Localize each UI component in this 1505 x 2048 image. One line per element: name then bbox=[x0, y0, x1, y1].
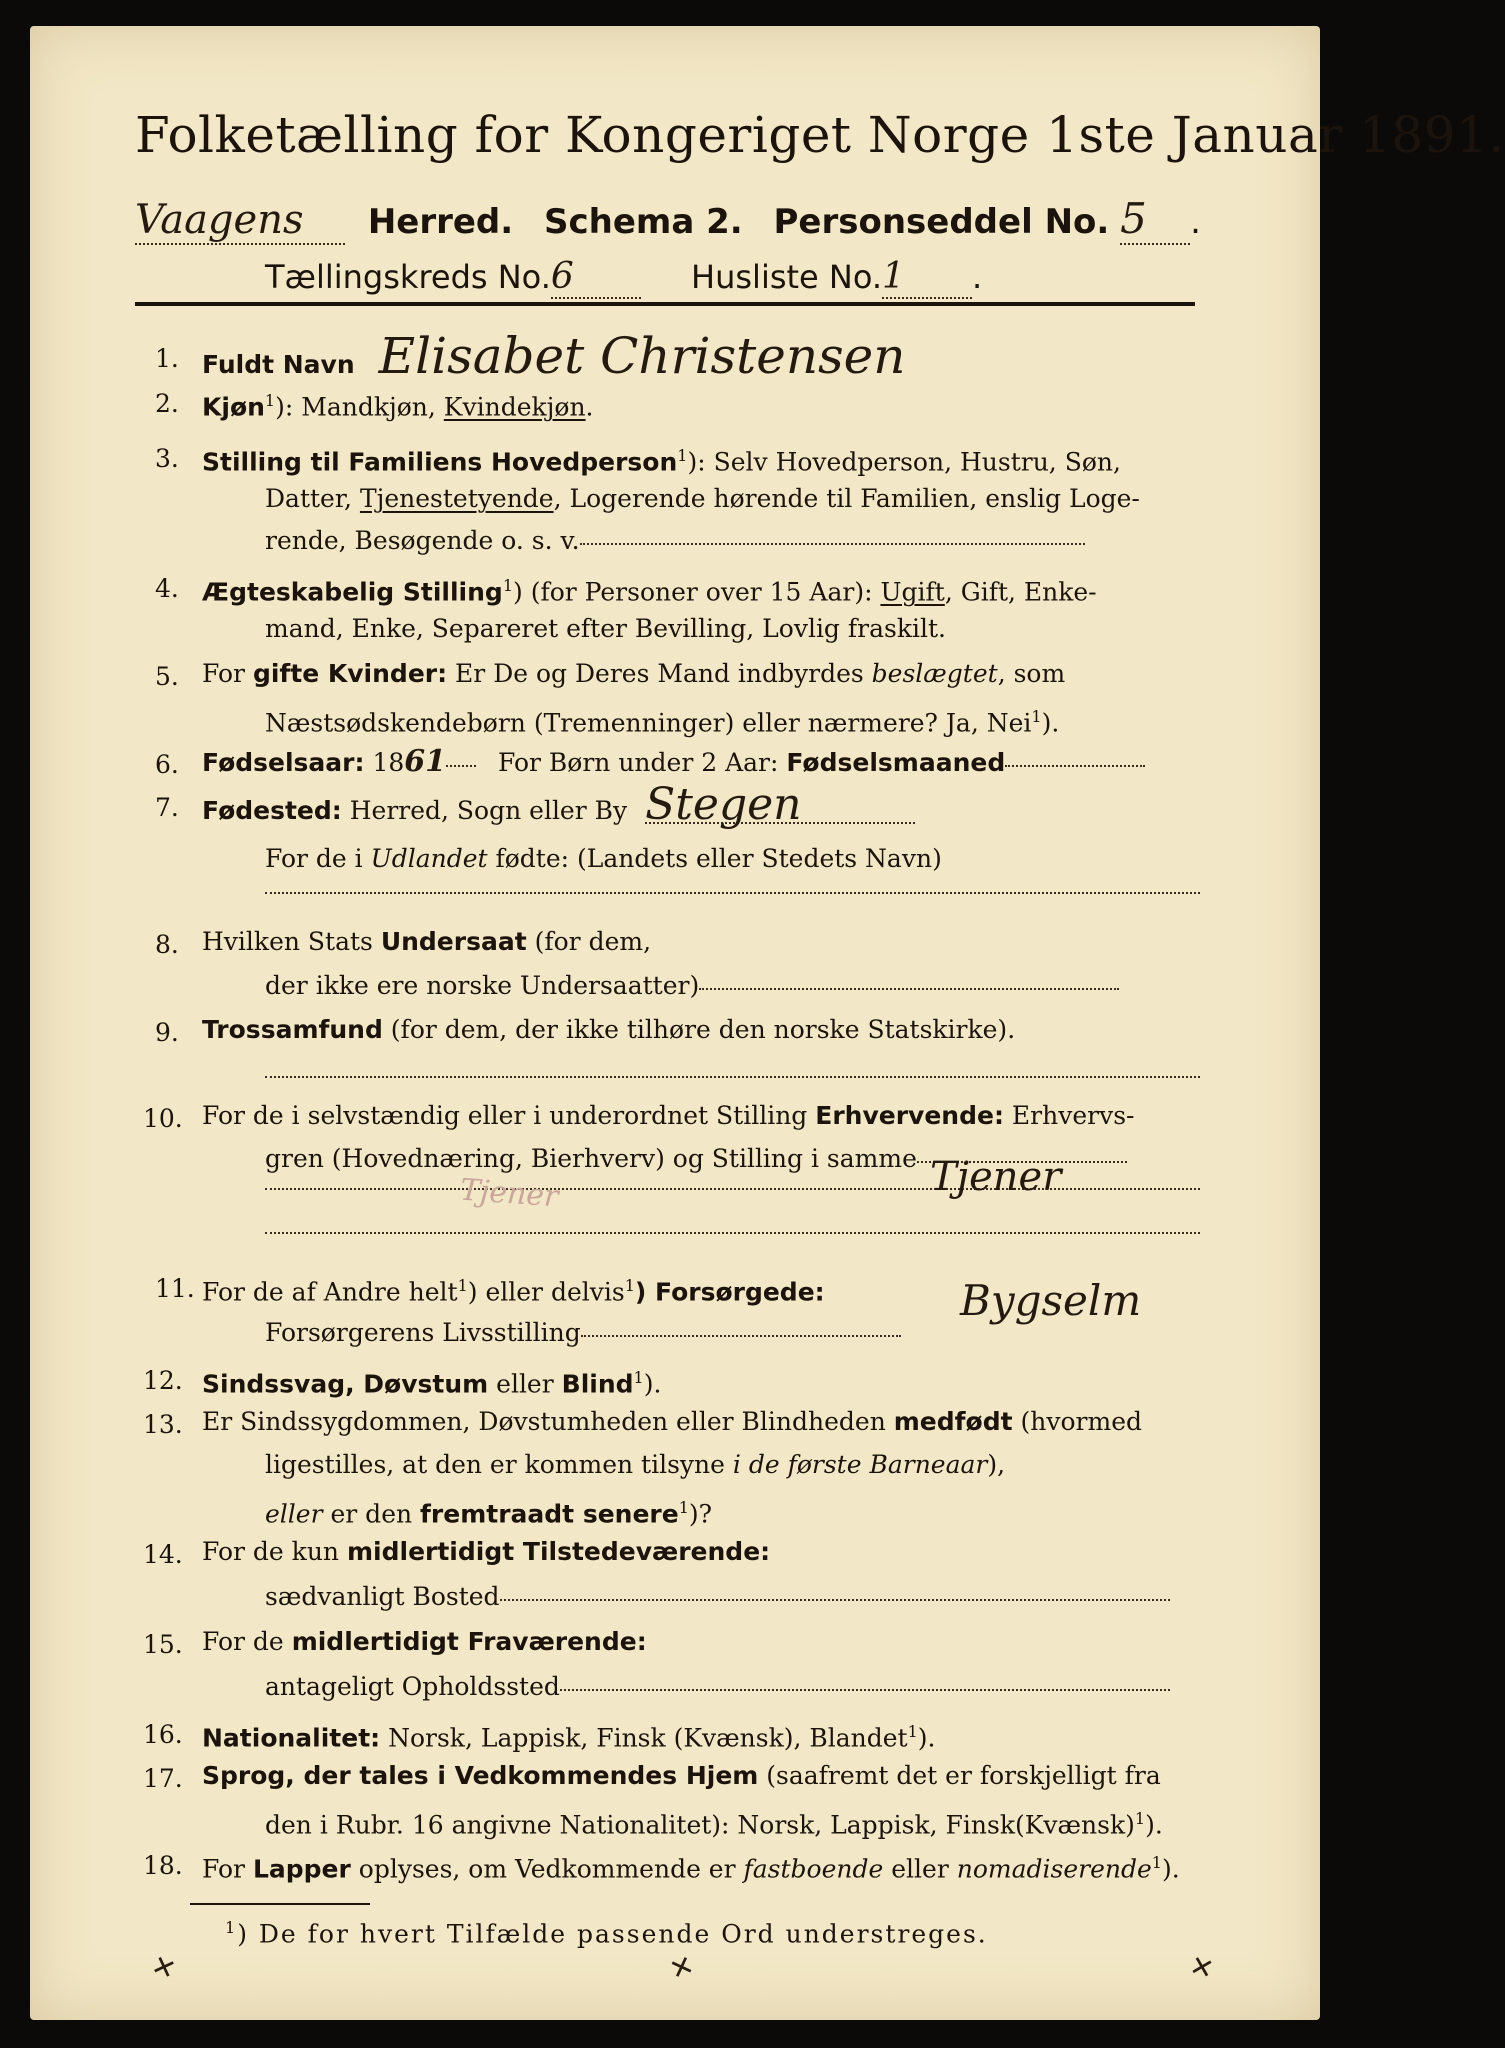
item-number: 17. bbox=[143, 1764, 183, 1793]
item-number: 3. bbox=[155, 444, 179, 473]
item-birth-year bbox=[202, 745, 1145, 780]
header-rule bbox=[135, 302, 1195, 306]
dependents-line2 bbox=[265, 1316, 901, 1350]
language-line2: den i Rubr. 16 angivne Nationalitet): Norsk, Lappisk, Finsk(Kvænsk)$^1$). bbox=[265, 1809, 1163, 1840]
family-position-line3 bbox=[265, 524, 1085, 558]
item-birthplace bbox=[202, 779, 915, 830]
text: Forsørgerens Livsstilling bbox=[265, 1318, 581, 1347]
text: Er Sindssygdommen, Døvstumheden eller Blindheden bbox=[202, 1407, 894, 1436]
husliste-label: Husliste No. bbox=[691, 258, 883, 296]
text: fastboende bbox=[743, 1854, 884, 1884]
text: Herred, Sogn eller By bbox=[341, 796, 628, 825]
married-women-label: gifte Kvinder: bbox=[252, 659, 448, 688]
text: For Børn under 2 Aar: bbox=[497, 748, 787, 777]
text: ). bbox=[1161, 1854, 1180, 1884]
item-number: 18. bbox=[143, 1851, 183, 1880]
footnote-mark: 1 bbox=[225, 1918, 238, 1937]
text: oplyses, om Vedkommende er bbox=[350, 1854, 744, 1884]
full-name-label: Fuldt Navn bbox=[202, 350, 355, 379]
citizenship-line2 bbox=[265, 969, 1119, 1003]
text: antageligt Opholdssted bbox=[265, 1672, 560, 1701]
text: For bbox=[202, 659, 253, 688]
gender-options-text: ): Mandkjøn, bbox=[275, 392, 444, 422]
item-number: 4. bbox=[155, 574, 179, 603]
temporarily-absent-label: midlertidigt Fraværende: bbox=[291, 1627, 647, 1656]
text: eller bbox=[883, 1854, 957, 1884]
gender-selected: Kvindekjøn bbox=[443, 392, 586, 422]
marital-status-line2: mand, Enke, Separeret efter Bevilling, Lovlig fraskilt. bbox=[265, 614, 946, 643]
footnote-ref: 1 bbox=[264, 391, 276, 410]
text: gren (Hovednæring, Bierhverv) og Stilling i samme bbox=[265, 1144, 917, 1173]
item-number: 6. bbox=[155, 750, 179, 779]
binding-mark: ✕ bbox=[1186, 1948, 1218, 1987]
text: (for dem, bbox=[526, 927, 652, 956]
temporarily-present-label: midlertidigt Tilstedeværende: bbox=[346, 1537, 771, 1566]
item-temporarily-present bbox=[202, 1535, 770, 1569]
item-number: 12. bbox=[143, 1366, 183, 1395]
provider-value: Bygselm bbox=[960, 1276, 1142, 1325]
text: Næstsødskendebørn (Tremenninger) eller nærmere? Ja, Nei bbox=[265, 708, 1032, 738]
item-number: 1. bbox=[155, 344, 179, 373]
temporarily-absent-line2 bbox=[265, 1670, 1170, 1704]
fill-line bbox=[580, 543, 1085, 545]
item-number: 14. bbox=[143, 1540, 183, 1569]
footnote-text: ) De for hvert Tilfælde passende Ord understreges. bbox=[237, 1919, 988, 1949]
text: , Gift, Enke- bbox=[944, 577, 1097, 607]
religion-label: Trossamfund bbox=[202, 1015, 383, 1044]
text: Er De og Deres Mand indbyrdes bbox=[447, 659, 872, 688]
binding-mark: ✕ bbox=[147, 1947, 181, 1988]
census-form bbox=[30, 26, 1505, 2020]
item-citizenship bbox=[202, 925, 651, 959]
footnote-rule bbox=[190, 1903, 370, 1905]
occupation-value: Tjener bbox=[930, 1154, 1062, 1200]
husliste-value: 1 bbox=[882, 256, 972, 299]
item-number: 8. bbox=[155, 930, 179, 959]
disability-label: Sindssvag, Døvstum bbox=[202, 1369, 489, 1399]
kreds-value: 6 bbox=[551, 256, 641, 299]
disability-onset-line2 bbox=[265, 1448, 1005, 1482]
text: ), bbox=[987, 1450, 1006, 1479]
text: der ikke ere norske Undersaatter) bbox=[265, 971, 700, 1000]
text: den i Rubr. 16 angivne Nationalitet): Norsk, Lappisk, Finsk(Kvænsk) bbox=[265, 1810, 1135, 1840]
gender-post: . bbox=[585, 392, 594, 422]
birthplace-value: Stegen bbox=[645, 788, 915, 824]
footnote-ref: 1 bbox=[502, 576, 514, 595]
text: Udlandet bbox=[370, 844, 488, 873]
binding-mark: ✕ bbox=[665, 1947, 699, 1988]
family-position-line2 bbox=[265, 482, 1140, 516]
item-religion bbox=[202, 1013, 1015, 1047]
item-number: 7. bbox=[155, 793, 179, 822]
item-nationality: Nationalitet: Norsk, Lappisk, Finsk (Kvænsk), Blandet$^1$). bbox=[202, 1722, 936, 1753]
footnote-ref: 1 bbox=[457, 1276, 468, 1295]
item-married-women bbox=[202, 657, 1065, 691]
text: i de første Barneaar bbox=[732, 1450, 988, 1479]
item-temporarily-absent bbox=[202, 1625, 647, 1659]
fill-line bbox=[265, 1232, 1200, 1234]
text: ) (for Personer over 15 Aar): bbox=[513, 577, 881, 607]
item-disability-onset bbox=[202, 1405, 1142, 1439]
fill-line bbox=[560, 1689, 1170, 1691]
text: Hvilken Stats bbox=[202, 927, 381, 956]
occupation-label: Erhvervende: bbox=[815, 1101, 1004, 1130]
item-number: 2. bbox=[155, 389, 179, 418]
form-title: Folketælling for Kongeriget Norge 1ste Januar 1891. bbox=[135, 106, 1505, 164]
item-number: 9. bbox=[155, 1018, 179, 1047]
footnote-ref: 1 bbox=[624, 1276, 635, 1295]
fill-line bbox=[500, 1599, 1170, 1601]
item-number: 5. bbox=[155, 662, 179, 691]
footnote-ref: 1 bbox=[907, 1722, 918, 1741]
footnote-ref: 1 bbox=[633, 1368, 644, 1387]
marital-status-label: Ægteskabelig Stilling bbox=[202, 577, 503, 607]
kreds-row: Tællingskreds No.6 Husliste No.1 . bbox=[265, 256, 983, 297]
text: ). bbox=[643, 1369, 662, 1399]
footnote-ref: 1 bbox=[678, 1498, 689, 1517]
text: nomadiserende bbox=[956, 1854, 1152, 1884]
text: For de i bbox=[265, 844, 371, 873]
disability-onset-line3 bbox=[265, 1491, 712, 1531]
item-dependents bbox=[202, 1269, 825, 1309]
text: , Logerende hørende til Familien, enslig Loge- bbox=[553, 484, 1140, 513]
herred-label: Herred. bbox=[367, 202, 514, 242]
footnote-ref: 1 bbox=[1031, 707, 1042, 726]
text: eller bbox=[488, 1369, 562, 1399]
gender-label: Kjøn bbox=[202, 392, 265, 422]
personseddel-label: Personseddel No. bbox=[773, 202, 1110, 242]
citizenship-label: Undersaat bbox=[380, 927, 527, 956]
text: Erhvervs- bbox=[1003, 1101, 1135, 1130]
text: (for dem, der ikke tilhøre den norske Statskirke). bbox=[382, 1015, 1016, 1044]
fill-line bbox=[581, 1335, 901, 1337]
birth-year-prefix: 18 bbox=[372, 748, 405, 777]
fill-line bbox=[1005, 765, 1145, 767]
item-number: 13. bbox=[143, 1410, 183, 1439]
text: er den bbox=[322, 1499, 421, 1529]
text: Datter, bbox=[265, 484, 360, 513]
fill-line bbox=[699, 988, 1119, 990]
birth-year-value: 61 bbox=[404, 744, 447, 779]
footnote bbox=[225, 1911, 988, 1951]
herred-row: Vaagens Herred. Schema 2. Personseddel No. 5 . bbox=[135, 194, 1201, 243]
herred-value: Vaagens bbox=[135, 197, 345, 245]
text: For de kun bbox=[202, 1537, 347, 1566]
text: eller bbox=[265, 1499, 323, 1529]
text: (saafremt det er forskjelligt fra bbox=[758, 1761, 1161, 1790]
blind-label: Blind bbox=[561, 1369, 634, 1399]
text: ligestilles, at den er kommen tilsyne bbox=[265, 1450, 733, 1479]
text: For de bbox=[202, 1627, 292, 1656]
language-label: Sprog, der tales i Vedkommendes Hjem bbox=[202, 1761, 759, 1790]
family-position-label: Stilling til Familiens Hovedperson bbox=[202, 447, 678, 477]
footnote-ref: 1 bbox=[677, 446, 688, 465]
footnote-ref: 1 bbox=[1134, 1809, 1146, 1828]
family-position-selected: Tjenestetyende bbox=[359, 484, 554, 513]
text: Norsk, Lappisk, Finsk (Kvænsk), Blandet bbox=[380, 1723, 908, 1753]
item-marital-status bbox=[202, 569, 1097, 609]
nationality-label: Nationalitet: bbox=[202, 1723, 381, 1753]
text: ) eller delvis bbox=[467, 1277, 625, 1307]
text: fremtraadt senere bbox=[420, 1499, 679, 1529]
personseddel-value: 5 bbox=[1120, 194, 1190, 245]
dependents-label: ) Forsørgede: bbox=[634, 1277, 825, 1307]
birth-month-label: Fødselsmaaned bbox=[786, 748, 1006, 777]
fill-line bbox=[265, 1076, 1200, 1078]
kreds-label: Tællingskreds No. bbox=[265, 258, 551, 296]
item-number: 16. bbox=[143, 1720, 183, 1749]
birthplace-label: Fødested: bbox=[202, 796, 342, 825]
temporarily-present-line2 bbox=[265, 1580, 1170, 1614]
text: medfødt bbox=[893, 1407, 1013, 1436]
text: sædvanligt Bosted bbox=[265, 1582, 500, 1611]
marital-status-selected: Ugift bbox=[880, 577, 945, 607]
item-gender bbox=[202, 384, 594, 424]
birth-year-label: Fødselsaar: bbox=[202, 748, 365, 777]
text: For de i selvstændig eller i underordnet Stilling bbox=[202, 1101, 816, 1130]
text: For bbox=[202, 1854, 253, 1884]
item-number: 10. bbox=[143, 1104, 183, 1133]
fill-line bbox=[446, 765, 476, 767]
item-number: 11. bbox=[155, 1274, 195, 1303]
text: (hvormed bbox=[1012, 1407, 1142, 1436]
full-name-value: Elisabet Christensen bbox=[378, 327, 906, 385]
item-disability bbox=[202, 1361, 661, 1401]
text: fødte: (Landets eller Stedets Navn) bbox=[487, 844, 942, 873]
text: rende, Besøgende o. s. v. bbox=[265, 526, 580, 555]
married-women-line2: Næstsødskendebørn (Tremenninger) eller nærmere? Ja, Nei$^1$). bbox=[265, 707, 1060, 738]
fill-line bbox=[265, 892, 1200, 894]
text: , som bbox=[997, 659, 1066, 688]
schema-label: Schema 2. bbox=[544, 202, 743, 242]
text: For de af Andre helt bbox=[202, 1277, 458, 1307]
occupation-faint-value: Tjener bbox=[458, 1172, 560, 1215]
item-number: 15. bbox=[143, 1630, 183, 1659]
item-language bbox=[202, 1759, 1161, 1793]
lapps-label: Lapper bbox=[252, 1854, 351, 1884]
item-family-position bbox=[202, 439, 1121, 479]
text: )? bbox=[688, 1499, 713, 1529]
item-full-name bbox=[202, 327, 906, 385]
text: beslægtet bbox=[871, 659, 998, 688]
birthplace-line2 bbox=[265, 842, 942, 876]
item-lapps bbox=[202, 1846, 1180, 1886]
item-occupation bbox=[202, 1099, 1134, 1133]
family-position-line1: ): Selv Hovedperson, Hustru, Søn, bbox=[687, 447, 1121, 477]
footnote-ref: 1 bbox=[1151, 1853, 1162, 1872]
